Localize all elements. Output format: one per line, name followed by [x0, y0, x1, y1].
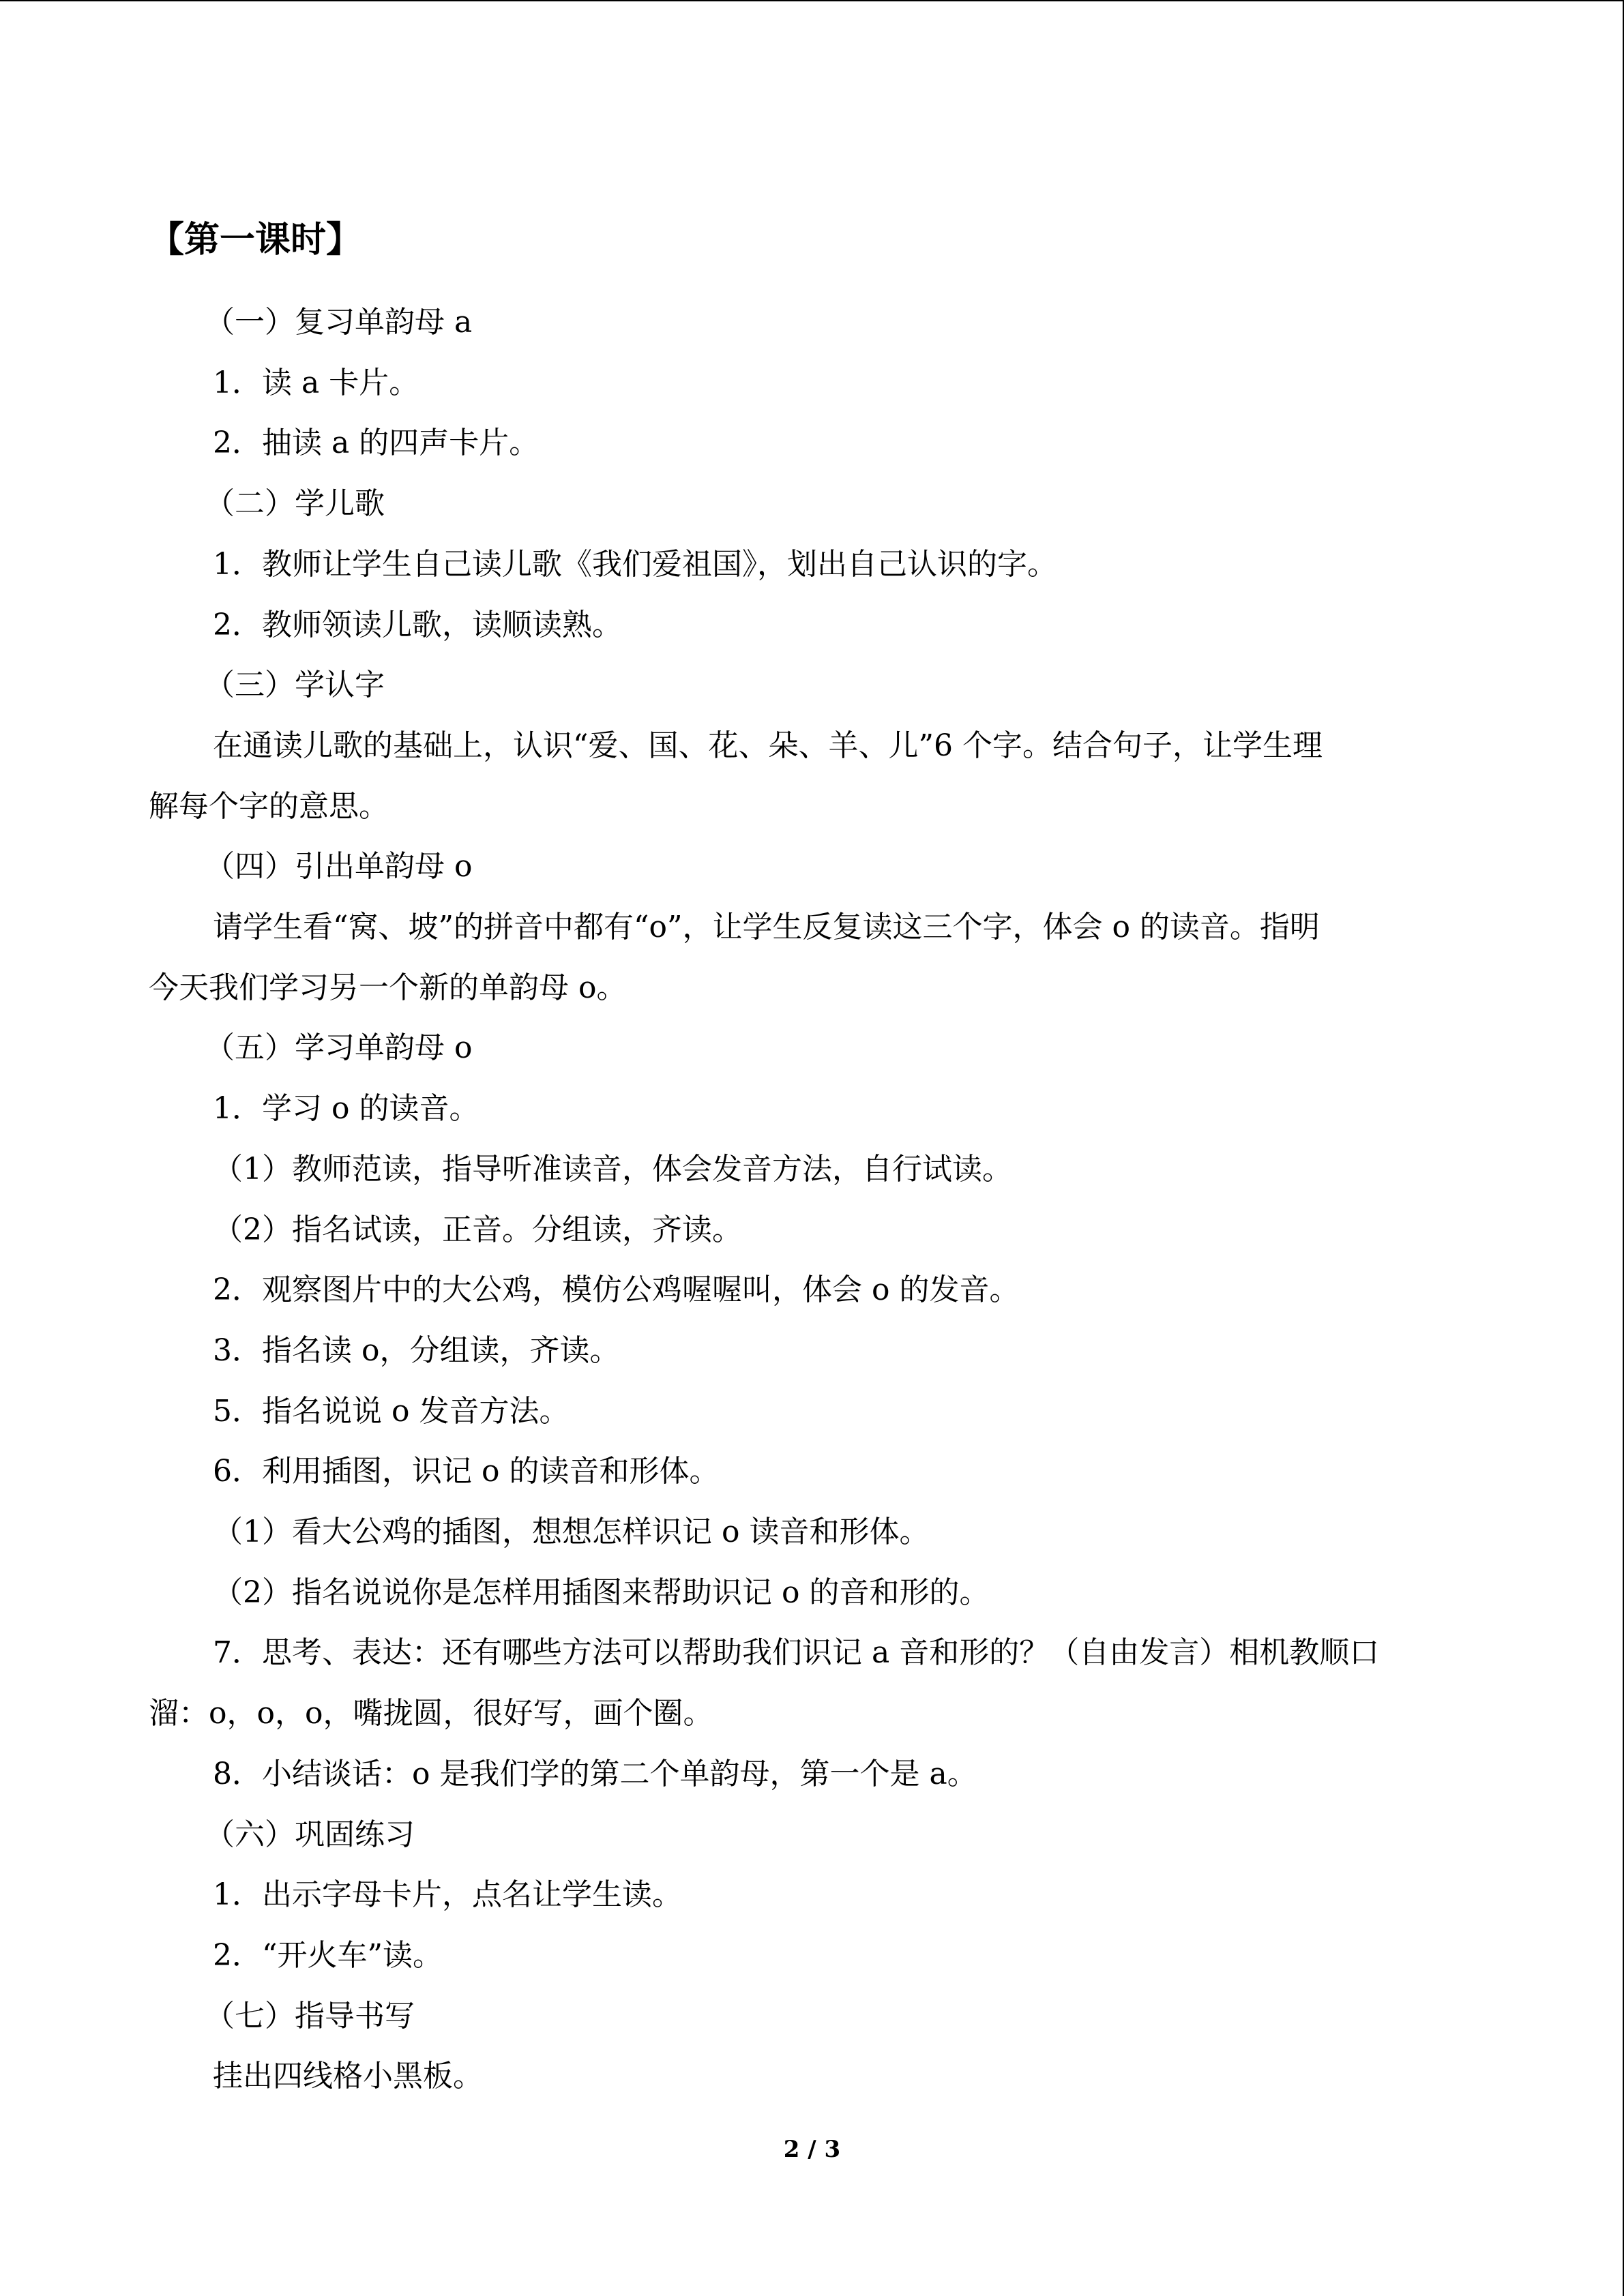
text-line: （1）教师范读，指导听准读音，体会发音方法，自行试读。 [213, 1152, 1012, 1187]
text-line: （四）引出单韵母 o [205, 849, 473, 884]
text-line: 1．教师让学生自己读儿歌《我们爱祖国》，划出自己认识的字。 [213, 547, 1057, 582]
text-line: 1．出示字母卡片，点名让学生读。 [213, 1877, 682, 1912]
text-line: 2．教师领读儿歌，读顺读熟。 [213, 608, 622, 642]
text-line: 8．小结谈话：o 是我们学的第二个单韵母，第一个是 a。 [213, 1757, 977, 1791]
text-line: 7．思考、表达：还有哪些方法可以帮助我们识记 a 音和形的？（自由发言）相机教顺口 [213, 1635, 1380, 1670]
text-line: （2）指名说说你是怎样用插图来帮助识记 o 的音和形的。 [213, 1575, 990, 1610]
text-line: （二）学儿歌 [205, 486, 385, 521]
text-line: 2．观察图片中的大公鸡，模仿公鸡喔喔叫，体会 o 的发音。 [213, 1272, 1020, 1307]
text-line: 5．指名说说 o 发音方法。 [213, 1394, 570, 1429]
text-line: 溜：o，o，o，嘴拢圆，很好写，画个圈。 [149, 1696, 713, 1731]
text-line: （三）学认字 [205, 668, 385, 702]
text-line: 请学生看“窝、坡”的拼音中都有“o”，让学生反复读这三个字，体会 o 的读音。指明 [213, 910, 1320, 944]
text-line: 3．指名读 o，分组读，齐读。 [213, 1333, 620, 1368]
text-line: 6．利用插图，识记 o 的读音和形体。 [213, 1454, 720, 1489]
text-line: 2．抽读 a 的四声卡片。 [213, 426, 540, 460]
text-line: 在通读儿歌的基础上，认识“爱、国、花、朵、羊、儿”6 个字。结合句子，让学生理 [213, 728, 1323, 763]
text-line: 解每个字的意思。 [149, 789, 389, 824]
text-line: 1．学习 o 的读音。 [213, 1091, 479, 1126]
text-line: （五）学习单韵母 o [205, 1030, 473, 1065]
section-heading: 【第一课时】 [149, 219, 362, 260]
text-line: 今天我们学习另一个新的单韵母 o。 [149, 970, 627, 1005]
text-line: （2）指名试读，正音。分组读，齐读。 [213, 1212, 742, 1247]
text-line: （六）巩固练习 [205, 1817, 415, 1852]
text-line: （1）看大公鸡的插图，想想怎样识记 o 读音和形体。 [213, 1515, 930, 1549]
page-number: 2 / 3 [783, 2136, 841, 2163]
text-line: （七）指导书写 [205, 1999, 415, 2033]
text-line: 1．读 a 卡片。 [213, 366, 419, 400]
text-line: 挂出四线格小黑板。 [213, 2059, 483, 2093]
text-line: （一）复习单韵母 a [205, 305, 473, 340]
text-line: 2．“开火车”读。 [213, 1938, 443, 1973]
